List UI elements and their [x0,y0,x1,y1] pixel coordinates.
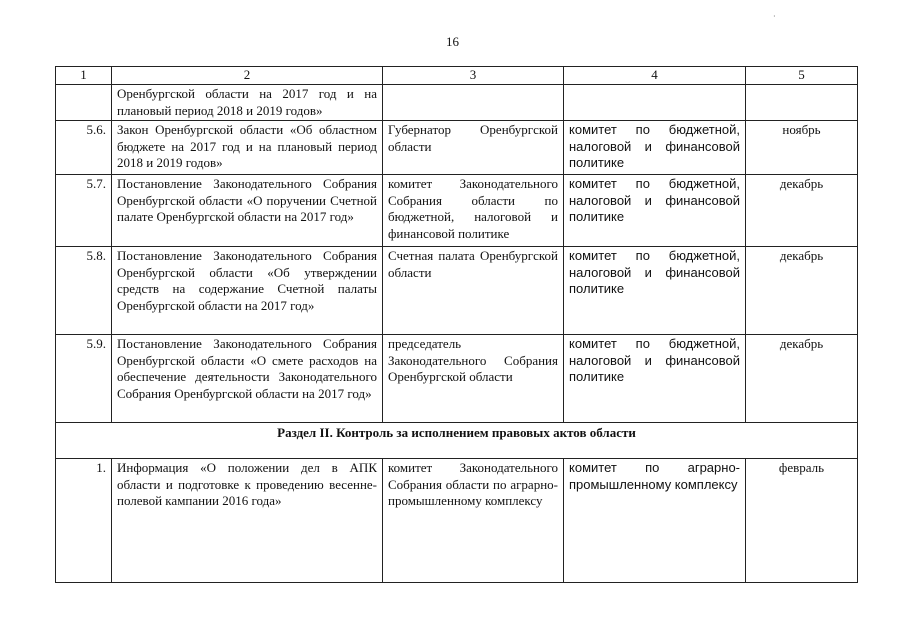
table-row [56,175,858,247]
stray-mark: · [773,12,776,21]
responsible: комитет Законодательного Собрания области по бюджетной, налоговой и финансовой политике [383,175,564,247]
header-cell: 4 [564,67,746,85]
header-cell: 1 [56,67,112,85]
committee [564,85,746,121]
act-name: Постановление Законодательного Собрания Оренбургской области «О смете расходов на обеспечение деятельности Законодательного Собрания Оренбургской области на 2017 год» [112,335,383,423]
term: декабрь [746,335,858,423]
table-row [56,247,858,335]
row-number: 5.9. [56,335,112,423]
act-name: Закон Оренбургской области «Об областном бюджете на 2017 год и на плановый период 2018 и 2019 годов» [112,121,383,175]
committee: комитет по бюджетной, налоговой и финансовой политике [564,121,746,175]
act-name: Оренбургской области на 2017 год и на плановый период 2018 и 2019 годов» [112,85,383,121]
header-row [56,67,858,85]
header-cell: 5 [746,67,858,85]
committee: комитет по аграрно-промышленному комплексу [564,459,746,583]
term: декабрь [746,175,858,247]
section-row [56,423,858,459]
row-number: 5.7. [56,175,112,247]
act-name: Информация «О положении дел в АПК области и подготовке к проведению весенне-полевой кампании 2016 года» [112,459,383,583]
row-number: 5.6. [56,121,112,175]
act-name: Постановление Законодательного Собрания Оренбургской области «О поручении Счетной палате Оренбургской области на 2017 год» [112,175,383,247]
term: ноябрь [746,121,858,175]
row-number: 5.8. [56,247,112,335]
table-row [56,459,858,583]
header-cell: 3 [383,67,564,85]
responsible: Губернатор Оренбургской области [383,121,564,175]
responsible: Счетная палата Оренбургской области [383,247,564,335]
responsible: председатель Законодательного Собрания Оренбургской области [383,335,564,423]
responsible: комитет Законодательного Собрания области по аграрно-промышленному комплексу [383,459,564,583]
term [746,85,858,121]
committee: комитет по бюджетной, налоговой и финансовой политике [564,335,746,423]
section-title: Раздел II. Контроль за исполнением правовых актов области [56,423,858,459]
act-name: Постановление Законодательного Собрания Оренбургской области «Об утверждении средств на содержание Счетной палаты Оренбургской области на 2017 год» [112,247,383,335]
row-number: 1. [56,459,112,583]
table-row [56,335,858,423]
table-row [56,121,858,175]
committee: комитет по бюджетной, налоговой и финансовой политике [564,175,746,247]
term: декабрь [746,247,858,335]
term: февраль [746,459,858,583]
plan-table [55,66,858,583]
table-row [56,85,858,121]
row-number [56,85,112,121]
page-number: 16 [446,34,459,49]
header-cell: 2 [112,67,383,85]
committee: комитет по бюджетной, налоговой и финансовой политике [564,247,746,335]
responsible [383,85,564,121]
